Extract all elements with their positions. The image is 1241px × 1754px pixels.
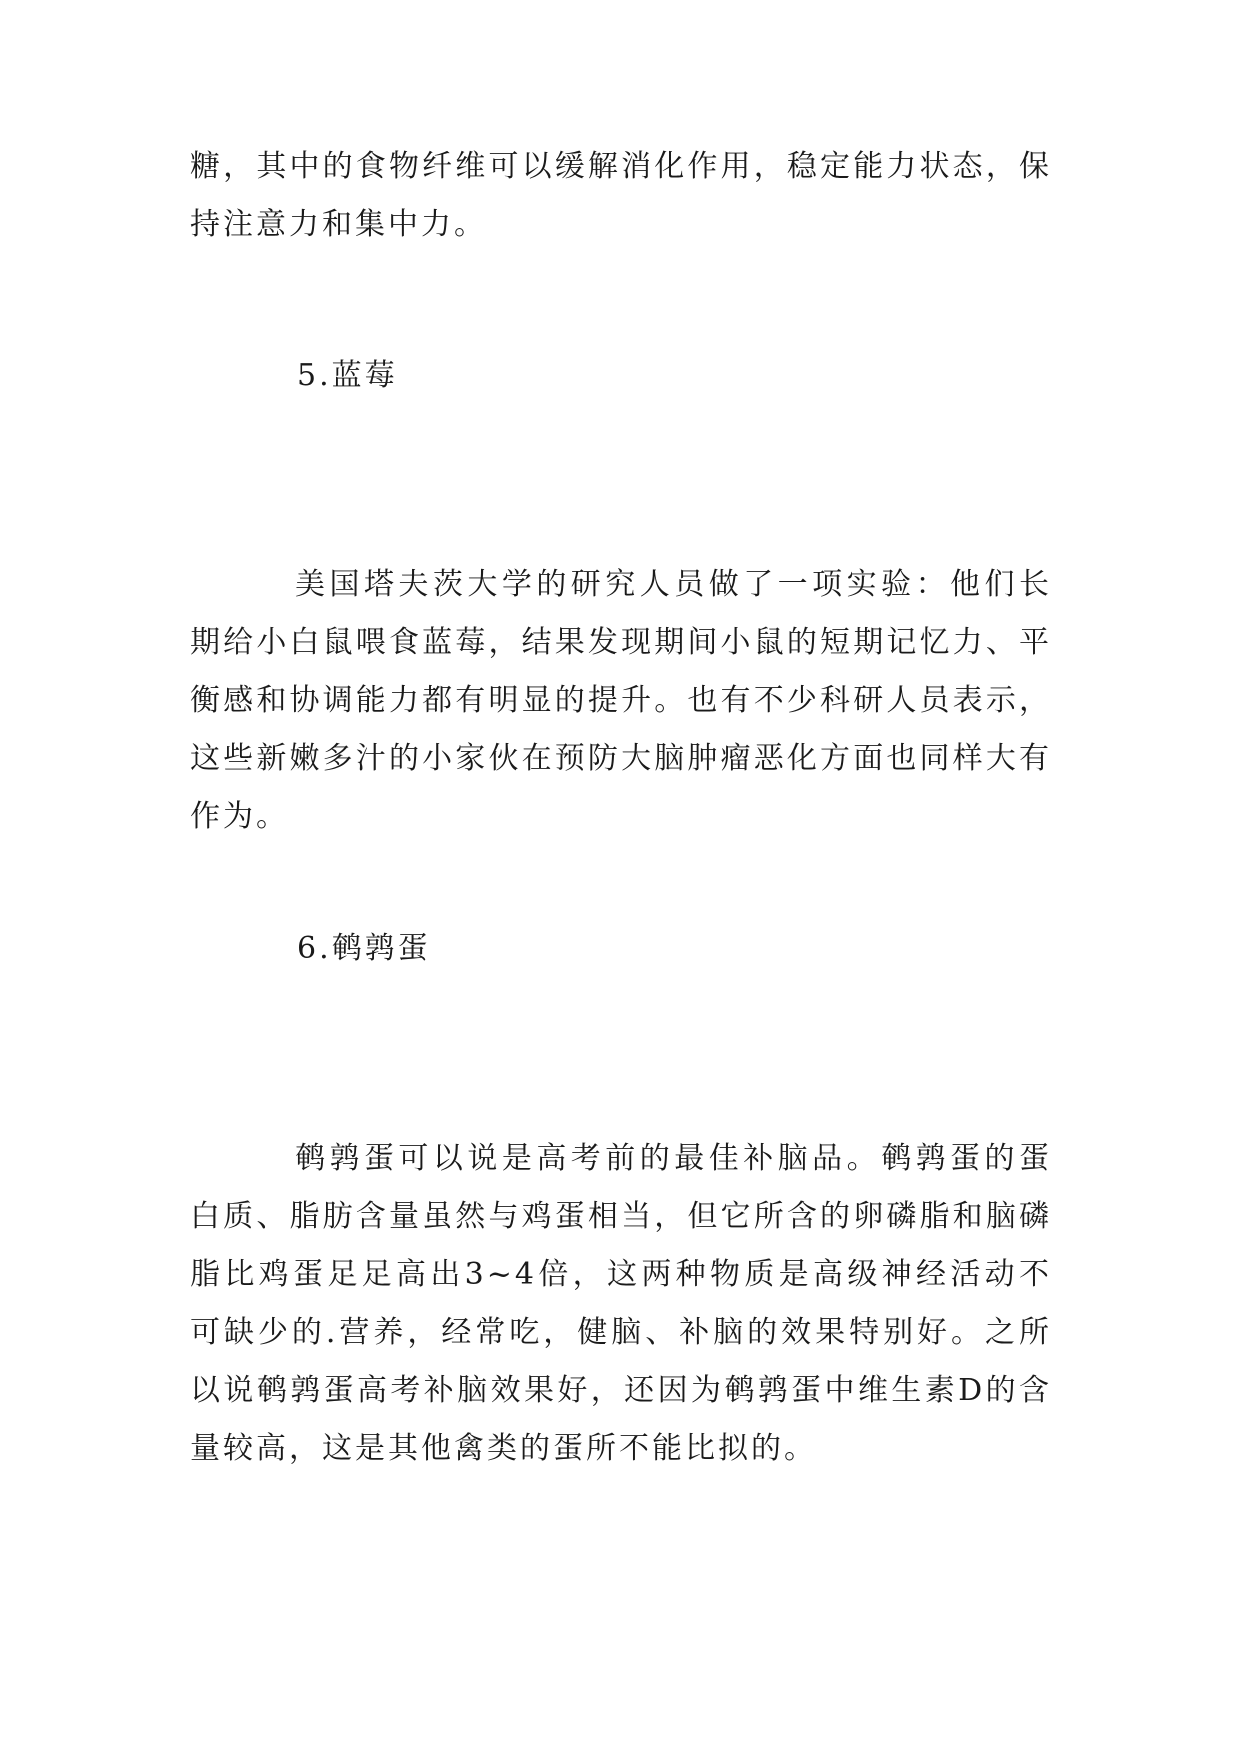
paragraph-blueberry: 美国塔夫茨大学的研究人员做了一项实验：他们长期给小白鼠喂食蓝莓，结果发现期间小鼠的短期记忆力、平衡感和协调能力都有明显的提升。也有不少科研人员表示，这些新嫩多汁的小家伙在预防大脑肿瘤恶化方面也同样大有作为。 xyxy=(190,567,1052,834)
paragraph-quail-egg: 鹌鹑蛋可以说是高考前的最佳补脑品。鹌鹑蛋的蛋白质、脂肪含量虽然与鸡蛋相当，但它所含的卵磷脂和脑磷脂比鸡蛋足足高出3~4倍，这两种物质是高级神经活动不可缺少的.营养，经常吃，健脑、补脑的效果特别好。之所以说鹌鹑蛋高考补脑效果好，还因为鹌鹑蛋中维生素D的含量较高，这是其他禽类的蛋所不能比拟的。 xyxy=(190,1141,1052,1466)
paragraph-fiber-continuation: 糖，其中的食物纤维可以缓解消化作用，稳定能力状态，保持注意力和集中力。 xyxy=(190,149,1052,242)
section-heading-quail-egg: 6.鹌鹑蛋 xyxy=(297,931,431,966)
section-heading-blueberry: 5.蓝莓 xyxy=(297,358,398,393)
